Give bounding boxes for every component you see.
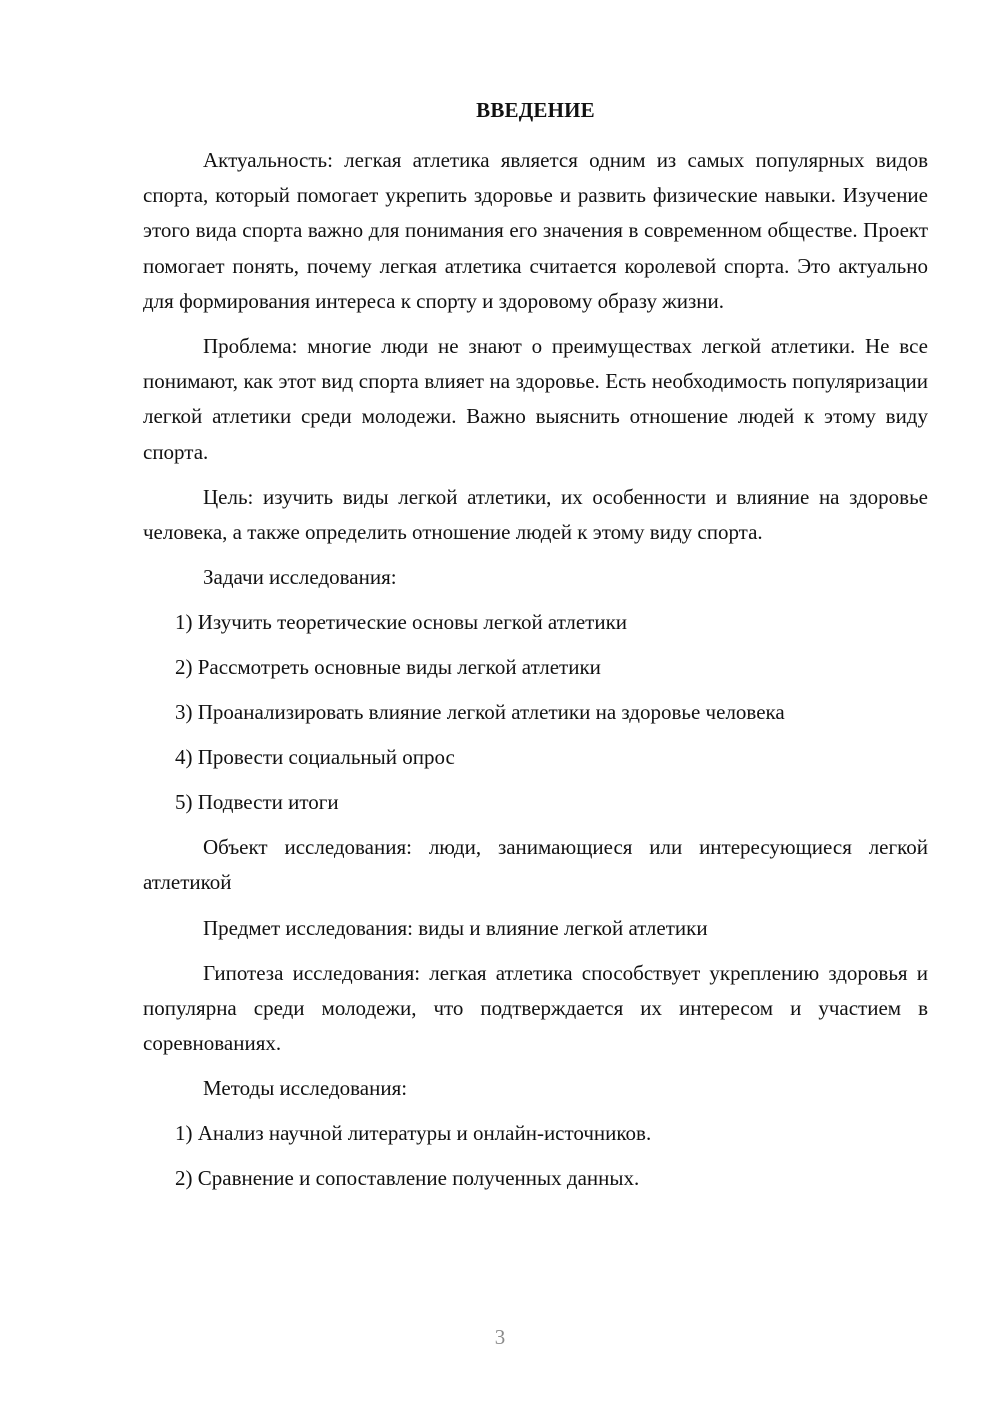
method-item: 2) Сравнение и сопоставление полученных данных. bbox=[175, 1166, 640, 1191]
page-number: 3 bbox=[494, 1325, 506, 1349]
problem-paragraph: Проблема: многие люди не знают о преимуществах легкой атлетики. Не все понимают, как этот вид спорта влияет на здоровье. Есть необходимость популяризации легкой атлетики среди молодежи. Важно выяснить отношение людей к этому виду спорта. bbox=[143, 334, 928, 464]
document-page bbox=[143, 95, 928, 1206]
task-item: 4) Провести социальный опрос bbox=[175, 745, 455, 770]
subject-paragraph: Предмет исследования: виды и влияние легкой атлетики bbox=[203, 915, 708, 940]
methods-heading: Методы исследования: bbox=[203, 1076, 408, 1101]
method-item: 1) Анализ научной литературы и онлайн-источников. bbox=[175, 1121, 652, 1146]
tasks-heading: Задачи исследования: bbox=[203, 565, 397, 590]
tasks-list bbox=[143, 605, 928, 820]
hypothesis-paragraph: Гипотеза исследования: легкая атлетика способствует укреплению здоровья и популярна среди молодежи, что подтверждается их интересом и участием в соревнованиях. bbox=[143, 960, 928, 1056]
page-title: ВВЕДЕНИЕ bbox=[476, 98, 595, 122]
goal-paragraph: Цель: изучить виды легкой атлетики, их особенности и влияние на здоровье человека, а также определить отношение людей к этому виду спорта. bbox=[143, 484, 928, 545]
task-item: 5) Подвести итоги bbox=[175, 790, 339, 815]
methods-list bbox=[143, 1116, 928, 1196]
task-item: 3) Проанализировать влияние легкой атлетики на здоровье человека bbox=[175, 700, 785, 725]
task-item: 2) Рассмотреть основные виды легкой атлетики bbox=[175, 655, 601, 680]
relevance-paragraph: Актуальность: легкая атлетика является одним из самых популярных видов спорта, который помогает укрепить здоровье и развить физические навыки. Изучение этого вида спорта важно для понимания его значения в современном обществе. Проект помогает понять, почему легкая атлетика считается королевой спорта. Это актуально для формирования интереса к спорту и здоровому образу жизни. bbox=[143, 148, 928, 313]
task-item: 1) Изучить теоретические основы легкой атлетики bbox=[175, 610, 628, 635]
object-paragraph: Объект исследования: люди, занимающиеся или интересующиеся легкой атлетикой bbox=[143, 835, 928, 895]
